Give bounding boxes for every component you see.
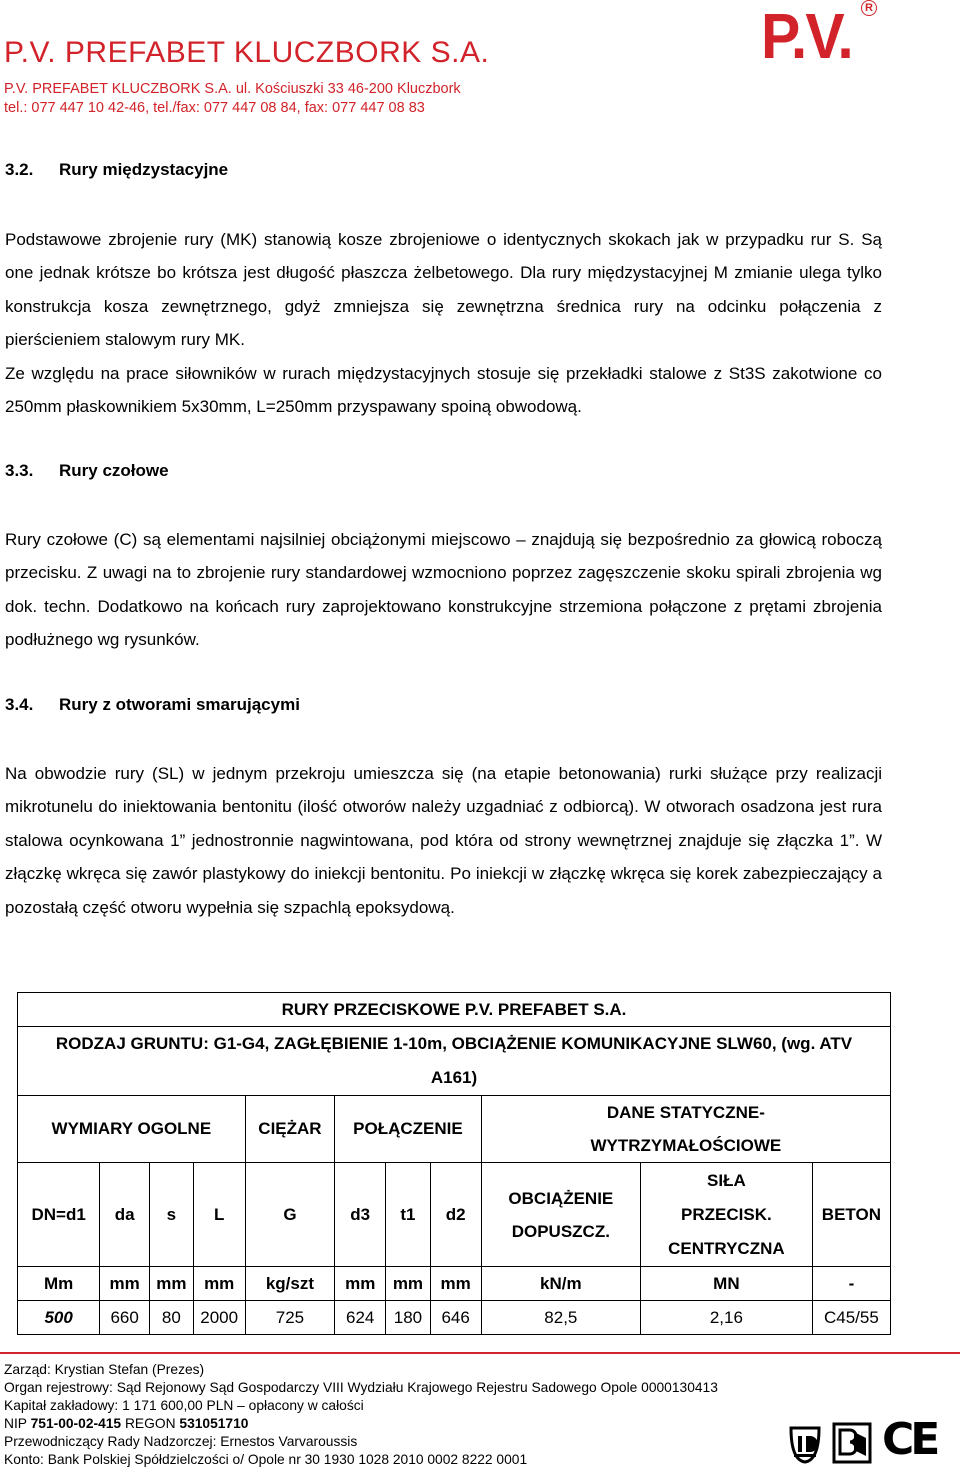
unit-cell: mm [430,1267,481,1301]
registered-mark-icon: R [861,0,877,16]
footer-registry: Organ rejestrowy: Sąd Rejonowy Sąd Gospodarczy VIII Wydziału Krajowego Rejestru Sadowego Opole 0000130413 [4,1380,718,1395]
unit-cell: mm [150,1267,194,1301]
company-address: P.V. PREFABET KLUCZBORK S.A. ul. Kościuszki 33 46-200 Kluczbork [4,81,461,97]
column-header: SIŁA PRZECISK. CENTRYCZNA [640,1163,812,1267]
data-cell: 500 [18,1301,100,1335]
unit-cell: kg/szt [245,1267,334,1301]
data-cell: 646 [430,1301,481,1335]
section-number: 3.2. [5,160,34,179]
column-header: DN=d1 [18,1163,100,1267]
nip-value: 751-00-02-415 [30,1416,122,1431]
group-header-weight: CIĘŻAR [245,1096,334,1163]
data-cell: 180 [386,1301,430,1335]
footer-nip-regon [4,1415,248,1433]
section-number: 3.3. [5,461,34,480]
building-mark-icon [832,1422,872,1469]
column-header: da [100,1163,150,1267]
ce-mark-icon: CE [882,1414,937,1465]
column-header: L [193,1163,245,1267]
column-header: OBCIĄŻENIE DOPUSZCZ. [481,1163,640,1267]
unit-cell: Mm [18,1267,100,1301]
column-header: d3 [335,1163,386,1267]
data-cell: 2000 [193,1301,245,1335]
data-cell: 624 [335,1301,386,1335]
data-cell: C45/55 [812,1301,890,1335]
data-cell: 80 [150,1301,194,1335]
unit-cell: mm [335,1267,386,1301]
unit-cell: mm [193,1267,245,1301]
section-heading-3-4 [5,695,300,715]
paragraph: Na obwodzie rury (SL) w jednym przekroju umieszcza się (na etapie betonowania) rurki służące przy realizacji mikrotunelu do iniektowania bentonitu (ilość otworów należy uzgadniać z odbiorcą). W otworach osadzona jest rura stalowa ocynkowana 1” jednostronnie nagwintowana, pod która od strony wewnętrznej znajduje się złączka 1”. W złączkę wkręca się zawór plastykowy do iniekcji bentonitu. Po iniekcji w złączkę wkręca się korek zabezpieczający a pozostałą część otworu wypełnia się szpachlą epoksydową. [5,764,882,917]
data-cell: 2,16 [640,1301,812,1335]
paragraph: Ze względu na prace siłowników w rurach międzystacyjnych stosuje się przekładki stalowe z St3S zakotwione co 250mm płaskownikiem 5x30mm, L=250mm przyspawany spoiną obwodową. [5,364,882,417]
footer-capital: Kapitał zakładowy: 1 171 600,00 PLN – opłacony w całości [4,1398,364,1413]
paragraph: Rury czołowe (C) są elementami najsilniej obciążonymi miejscowo – znajdują się bezpośrednio za głowicą roboczą przecisku. Z uwagi na to zbrojenie rury standardowej wzmocniono poprzez zagęszczenie skoku spirali zbrojenia wg dok. techn. Dodatkowo na końcach rury zaprojektowano konstrukcyjne strzemiona połączone z prętami zbrojenia podłużnego wg rysunków. [5,530,882,650]
column-header: G [245,1163,334,1267]
column-header: t1 [386,1163,430,1267]
section-heading-3-2 [5,160,228,180]
footer-bank: Konto: Bank Polskiej Spółdzielczości o/ Opole nr 30 1930 1028 2010 0002 8222 0001 [4,1452,528,1467]
nip-label: NIP [4,1416,27,1431]
section-number: 3.4. [5,695,34,714]
section-title: Rury międzystacyjne [59,160,229,179]
data-cell: 660 [100,1301,150,1335]
regon-label: REGON [124,1416,176,1431]
section-title: Rury czołowe [59,461,169,480]
unit-cell: kN/m [481,1267,640,1301]
column-header: s [150,1163,194,1267]
company-phones: tel.: 077 447 10 42-46, tel./fax: 077 447 08 84, fax: 077 447 08 83 [4,100,425,116]
table-title: RURY PRZECISKOWE P.V. PREFABET S.A. [18,993,891,1027]
footer-supervisory: Przewodniczący Rady Nadzorczej: Ernestos Varvaroussis [4,1434,358,1449]
group-header-static-data: DANE STATYCZNE-WYTRZYMAŁOŚCIOWE [481,1096,890,1163]
paragraph: Podstawowe zbrojenie rury (MK) stanowią kosze zbrojeniowe o identycznych skokach jak w przypadku rur S. Są one jednak krótsze bo krótsza jest długość płaszcza żelbetowego. Dla rury międzystacyjnej M zmianie ulega tylko konstrukcja kosza zewnętrznego, gdyż zmniejsza się zewnętrzna średnica rury na odcinku połączenia z pierścieniem stalowym rury MK. [5,230,882,350]
table-row [18,1301,891,1335]
pv-logo: P.V. [761,0,852,72]
section-heading-3-3 [5,461,169,481]
pipe-spec-table [17,992,891,1335]
unit-cell: mm [100,1267,150,1301]
data-cell: 725 [245,1301,334,1335]
footer-board: Zarząd: Krystian Stefan (Prezes) [4,1362,205,1377]
unit-cell: mm [386,1267,430,1301]
column-header: d2 [430,1163,481,1267]
table-subtitle: RODZAJ GRUNTU: G1-G4, ZAGŁĘBIENIE 1-10m, OBCIĄŻENIE KOMUNIKACYJNE SLW60, (wg. ATV A161) [18,1027,891,1096]
section-title: Rury z otworami smarującymi [59,695,300,714]
data-cell: 82,5 [481,1301,640,1335]
unit-cell: - [812,1267,890,1301]
footer-divider [0,1352,960,1354]
group-header-dimensions: WYMIARY OGOLNE [18,1096,246,1163]
quality-mark-icon [788,1424,822,1469]
company-name: P.V. PREFABET KLUCZBORK S.A. [4,36,490,69]
column-header: BETON [812,1163,890,1267]
group-header-connection: POŁĄCZENIE [335,1096,482,1163]
regon-value: 531051710 [179,1416,249,1431]
unit-cell: MN [640,1267,812,1301]
